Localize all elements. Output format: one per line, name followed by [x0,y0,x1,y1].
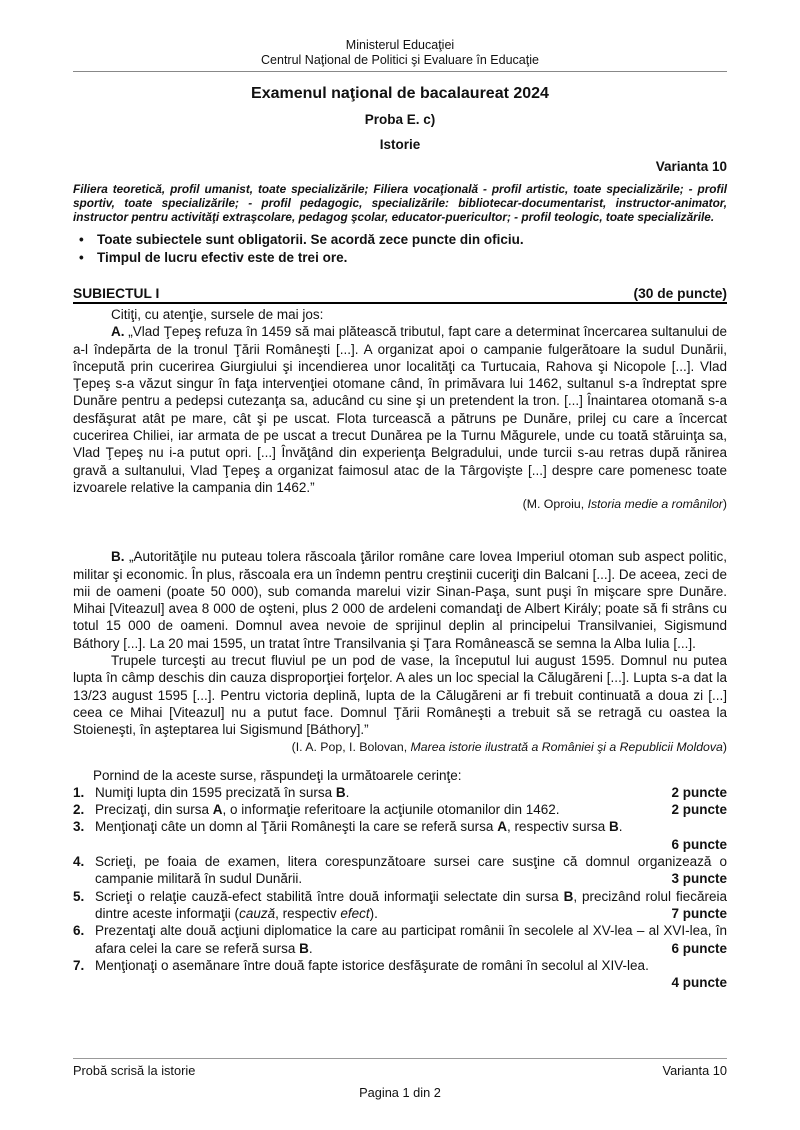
requirement-number: 5. [73,888,85,904]
subject1-heading [73,286,727,304]
spacer [73,512,727,548]
requirement-item-1 [73,784,727,801]
footer-row [73,1063,727,1078]
requirement-text [95,889,727,921]
text-run: (M. Oproiu, [522,497,588,512]
text-run: , respectiv sursa [506,819,609,835]
footer-page-number: Pagina 1 din 2 [359,1085,441,1100]
requirements-list [73,784,727,992]
subject1-body [73,306,727,991]
requirement-number: 7. [73,957,85,973]
text-run: B [563,888,574,904]
text-run: Precizaţi, din sursa [95,802,213,818]
text-run: ) [722,739,727,754]
instructions-list [73,231,727,267]
source-b-paragraph-2 [73,652,727,738]
text-run: Trupele turceşti au trecut fluviul pe un pod de vase, la începutul lui august 1595. Domnul nu putea lupta în câmp deschis din cauza disproporţiei forţelor. A ales un loc special la Călugăreni [...]. Lupta s-a dat la 13/23 august 1595 [...]. Pentru victoria deplină, lupta de la Călugăreni ar fi trebuit continuată a doua zi [...] ceea ce Mihai [Viteazul] nu a putut face. Domnul Ţării Româneşti a trebuit să se retragă cu oastea la Stoieneşti, în aşteptarea lui Sigismund [Báthory].” [73,653,727,738]
bullet-icon: • [79,250,84,265]
requirement-points: 2 puncte [671,784,727,800]
instruction-text: Toate subiectele sunt obligatorii. Se acordă zece puncte din oficiu. [97,232,524,247]
requirement-points: 7 puncte [671,905,727,921]
text-run: „Vlad Ţepeş refuza în 1459 să mai plătească tributul, fapt care a determinat încercarea sultanului de a-l îndepărta de la tronul Ţării Româneşti [...]. A organizat apoi o campanie fulgerătoare la sudul Dunării, începută prin cucerirea Giurgiului şi incendierea unor localităţi ca Turtucaia, Rahova şi Nicopole [...]. Vlad Ţepeş s-a văzut singur în faţa intervenţiei otomane când, în primăvara lui 1462, sultanul s-a îndreptat spre Dunăre pentru a pedepsi cutezanţa sa, aducând cu sine şi un pretendent la tron. [...] Înaintarea otomană s-a desfăşurat atât pe mare, cât şi pe uscat. Flota turcească a pătruns pe Dunăre, prilej cu care a încercat cucerirea Chiliei, iar armata de pe uscat a trecut Dunărea pe la Turnu Măgurele, unde cu toată stăruinţa sa, Vlad Ţepeş nu i-a putut opri. [...] Învăţând din experienţa Belgradului, unde turcii s-au retras după rănirea gravă a sultanului, Vlad Ţepeş a organizat faimosul atac de la Târgovişte [...] despre care pomenesc toate izvoarele relative la campania din 1462.” [73,324,727,495]
requirement-points: 2 puncte [671,802,727,818]
text-run: A [497,819,507,835]
text-run: Numiţi lupta din 1595 precizată în sursa [95,784,336,800]
bullet-icon: • [79,232,84,247]
requirement-item-6 [73,922,727,957]
text-run: , respectiv [275,905,341,921]
requirement-item-4 [73,853,727,888]
requirement-points: 6 puncte [671,836,727,852]
source-a-paragraph [73,323,727,496]
text-run: , precizând rolul fiecăreia dintre aceste informaţii ( [95,888,727,921]
text-run: (I. A. Pop, I. Bolovan, [291,739,411,754]
source-b-paragraph-1 [73,548,727,652]
instruction-item [73,231,727,249]
source-a-citation [73,496,727,512]
requirements-prompt: Pornind de la aceste surse, răspundeţi la următoarele cerinţe: [93,767,462,783]
sources-intro: Citiţi, cu atenţie, sursele de mai jos: [111,307,324,322]
requirement-points: 4 puncte [671,975,727,991]
footer-right-text: Varianta 10 [662,1063,727,1078]
exam-variant: Varianta 10 [655,159,727,174]
text-run: Scrieţi, pe foaia de examen, litera corespunzătoare sursei care susţine că domnul organizează o campanie militară în sudul Dunării. [95,854,727,887]
text-run: efect [340,905,370,921]
text-run: Menţionaţi o asemănare între două fapte istorice desfăşurate de români în secolul al XIV-lea. [95,957,649,973]
center-name: Centrul Naţional de Politici şi Evaluare în Educaţie [261,53,539,67]
text-run: Marea istorie ilustrată a României şi a Republicii Moldova [410,739,723,754]
ministry-name: Ministerul Educaţiei [345,38,455,52]
instruction-text: Timpul de lucru efectiv este de trei ore. [97,250,348,265]
text-run: B. [111,549,125,565]
text-run: Menţionaţi câte un domn al Ţării Româneşti la care se referă sursa [95,819,498,835]
text-run: A [212,802,223,818]
exam-title: Examenul naţional de bacalaureat 2024 [251,85,549,102]
instruction-item [73,249,727,267]
requirement-text [95,802,559,817]
requirement-text [95,958,649,973]
spacer [73,755,727,765]
text-run: Scrieţi o relaţie cauză-efect stabilită între două informaţii selectate din sursa [95,888,564,904]
page-footer [73,1058,727,1100]
requirement-item-2 [73,801,727,818]
eligibility-note: Filiera teoretică, profil umanist, toate specializările; Filiera vocaţională - profil artistic, toate specializările; - profil sportiv, toate specializările; - profil pedagogic, specializările: bibliotecar-documentarist, instructor-animator, instructor pentru activităţi extraşcolare, pedagog şcolar, educator-puericultor; - profil teologic, toate specializările. [73,182,727,224]
header-divider [73,71,727,72]
text-run: A. [111,324,125,340]
text-run: B [335,784,346,800]
requirement-text [95,819,623,834]
requirement-text [95,785,349,800]
requirement-number: 3. [73,819,85,835]
text-run: B [299,940,309,956]
requirement-text [95,923,727,955]
text-run: . [345,784,350,800]
requirement-points: 3 puncte [671,871,727,887]
text-run: , o informaţie referitoare la acţiunile otomanilor din 1462. [222,802,560,818]
text-run: cauză [239,905,276,921]
footer-left-text: Probă scrisă la istorie [73,1063,196,1078]
text-run: . [618,819,623,835]
source-b-citation [73,739,727,755]
footer-divider [73,1058,727,1059]
text-run: B [608,819,619,835]
text-run: Istoria medie a românilor [587,497,723,512]
org-header [73,38,727,68]
requirement-number: 4. [73,854,85,870]
text-run: ). [369,905,378,921]
requirement-item-3 [73,818,727,835]
subject1-title: SUBIECTUL I [73,286,160,301]
text-run: ) [722,497,727,512]
requirement-number: 1. [73,784,85,800]
requirement-number: 2. [73,802,85,818]
requirement-item-7 [73,957,727,974]
exam-discipline: Istorie [379,137,421,152]
requirement-text [95,854,727,886]
requirement-points: 6 puncte [671,940,727,956]
text-run: Prezentaţi alte două acţiuni diplomatice la care au participat românii în secolele al XV-lea – al XVI-lea, în afara celei la care se referă sursa [95,923,727,956]
text-run: „Autorităţile nu puteau tolera răscoala ţărilor române care lovea Imperiul otoman sub aspect politic, militar şi economic. În plus, răscoala era un îndemn pentru creştinii cuceriţi din Balcani [...]. De aceea, zeci de mii de oameni (poate 50 000), sub comanda marelui vizir Sinan-Paşa, sunt puşi în mişcare spre Dunăre. Mihai [Viteazul] avea 8 000 de oşteni, plus 2 000 de ardeleni comandaţi de Albert Király; poate să fi strâns cu totul 15 000 de oameni. Domnul avea nevoie de sprijinul deplin al principelui Transilvaniei, Sigismund Báthory [...]. La 20 mai 1595, un tratat între Transilvania şi Ţara Românească se semna la Alba Iulia [...]. [73,549,727,651]
subject1-points: (30 de puncte) [633,286,727,301]
exam-proba: Proba E. c) [364,112,436,127]
requirement-number: 6. [73,923,85,939]
text-run: . [308,940,313,956]
requirement-item-5 [73,888,727,923]
